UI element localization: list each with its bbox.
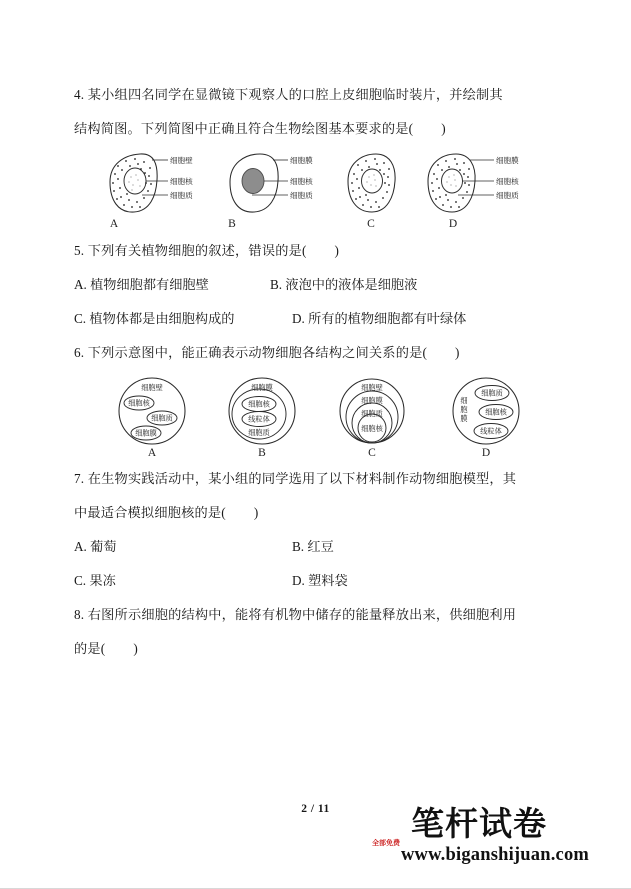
- q4-a-callout-1: 细胞核: [170, 177, 193, 186]
- q4-d-callout-2: 细胞质: [496, 191, 519, 200]
- q6-figure-d: [434, 376, 538, 459]
- q4-b-callout-0: 细胞膜: [290, 156, 313, 165]
- q4-figure-c-label: C: [367, 218, 375, 230]
- q4-d-callout-1: 细胞核: [496, 177, 519, 186]
- q6-c-ring-label-0: 细胞壁: [361, 383, 383, 392]
- q6-d-outer-label-c1: 胞: [460, 405, 468, 414]
- question-8-line-1: 8. 右图所示细胞的结构中，能将有机物中储存的能量释放出来，供细胞利用: [74, 607, 517, 622]
- q4-a-callout-2: 细胞质: [170, 191, 193, 200]
- q6-figure-a-label: A: [147, 447, 157, 459]
- q5-option-b: B. 液泡中的液体是细胞液: [270, 277, 418, 292]
- q4-figure-b-label: B: [228, 218, 236, 230]
- question-4-line-1: 4. 某小组四名同学在显微镜下观察人的口腔上皮细胞临时装片，并绘制其: [74, 87, 503, 102]
- q4-figure-d: [422, 150, 542, 230]
- q6-d-outer-label-c2: 膜: [460, 414, 468, 423]
- q4-b-callout-1: 细胞核: [290, 177, 313, 186]
- watermark: [367, 805, 607, 877]
- question-8-line-2: 的是( ): [74, 641, 138, 656]
- q6-d-inner-label-1: 细胞核: [485, 407, 507, 417]
- watermark-free-tag: 全部免费: [372, 839, 400, 847]
- q6-d-inner-label-0: 细胞质: [481, 388, 503, 398]
- q6-c-ring-label-2: 细胞质: [361, 409, 383, 418]
- question-7-line-2: 中最适合模拟细胞核的是( ): [74, 505, 259, 520]
- q4-d-callout-0: 细胞膜: [496, 156, 519, 165]
- q6-b-outer-label: 细胞膜: [251, 383, 273, 392]
- question-4-figure-row: [74, 150, 562, 232]
- question-6-line-1: 6. 下列示意图中，能正确表示动物细胞各结构之间关系的是( ): [74, 345, 460, 360]
- question-4-line-2: 结构简图。下列简图中正确且符合生物绘图基本要求的是( ): [74, 121, 446, 136]
- q4-figure-d-label: D: [448, 218, 458, 230]
- question-5-options-row-2: [74, 302, 562, 336]
- q6-figure-c-label: C: [368, 447, 376, 459]
- watermark-brand: 笔杆试卷: [411, 804, 547, 843]
- page-number: 2 / 11: [301, 803, 330, 815]
- page-footer: [0, 797, 631, 889]
- q6-figure-c: [324, 376, 420, 459]
- q7-option-c: C. 果冻: [74, 573, 116, 588]
- q6-b-inner-label-1: 线粒体: [248, 414, 270, 424]
- q6-a-inner-label-1: 细胞质: [151, 413, 173, 423]
- q5-option-d: D. 所有的植物细胞都有叶绿体: [292, 311, 467, 326]
- question-7-options-row-2: [74, 564, 562, 598]
- q6-c-ring-label-3: 细胞核: [361, 424, 383, 433]
- q6-d-outer-label-c0: 细: [460, 396, 468, 405]
- page-content: [74, 78, 562, 666]
- q6-figure-d-label: D: [481, 447, 491, 459]
- q6-c-ring-label-1: 细胞膜: [361, 396, 383, 405]
- watermark-url: www.biganshijuan.com: [401, 845, 590, 865]
- q6-d-inner-label-2: 线粒体: [480, 426, 502, 436]
- q4-figure-b: [222, 150, 330, 230]
- q7-option-a: A. 葡萄: [74, 539, 117, 554]
- q6-a-inner-label-2: 细胞膜: [135, 428, 157, 438]
- q6-figure-b: [214, 376, 310, 459]
- q4-b-callout-2: 细胞质: [290, 191, 313, 200]
- question-7-options-row-1: [74, 530, 562, 564]
- q7-option-d: D. 塑料袋: [292, 573, 348, 588]
- q5-option-a: A. 植物细胞都有细胞壁: [74, 277, 209, 292]
- q6-b-inner-label-0: 细胞核: [248, 399, 270, 409]
- q7-option-b: B. 红豆: [292, 539, 334, 554]
- q4-figure-a-label: A: [109, 218, 119, 230]
- q6-b-bottom-label: 细胞质: [248, 428, 270, 437]
- q4-a-callout-0: 细胞壁: [170, 156, 193, 165]
- question-7-line-1: 7. 在生物实践活动中，某小组的同学选用了以下材料制作动物细胞模型，其: [74, 471, 517, 486]
- q6-figure-b-label: B: [258, 447, 266, 459]
- q6-a-outer-label: 细胞壁: [141, 383, 163, 392]
- question-5-line-1: 5. 下列有关植物细胞的叙述，错误的是( ): [74, 243, 340, 258]
- q4-figure-a: [102, 150, 210, 230]
- question-5-options-row-1: [74, 268, 562, 302]
- question-6-figure-row: [74, 376, 562, 460]
- q6-figure-a: [104, 376, 200, 459]
- q5-option-c: C. 植物体都是由细胞构成的: [74, 311, 235, 326]
- q4-figure-c: [342, 150, 412, 230]
- q6-a-inner-label-0: 细胞核: [128, 398, 150, 408]
